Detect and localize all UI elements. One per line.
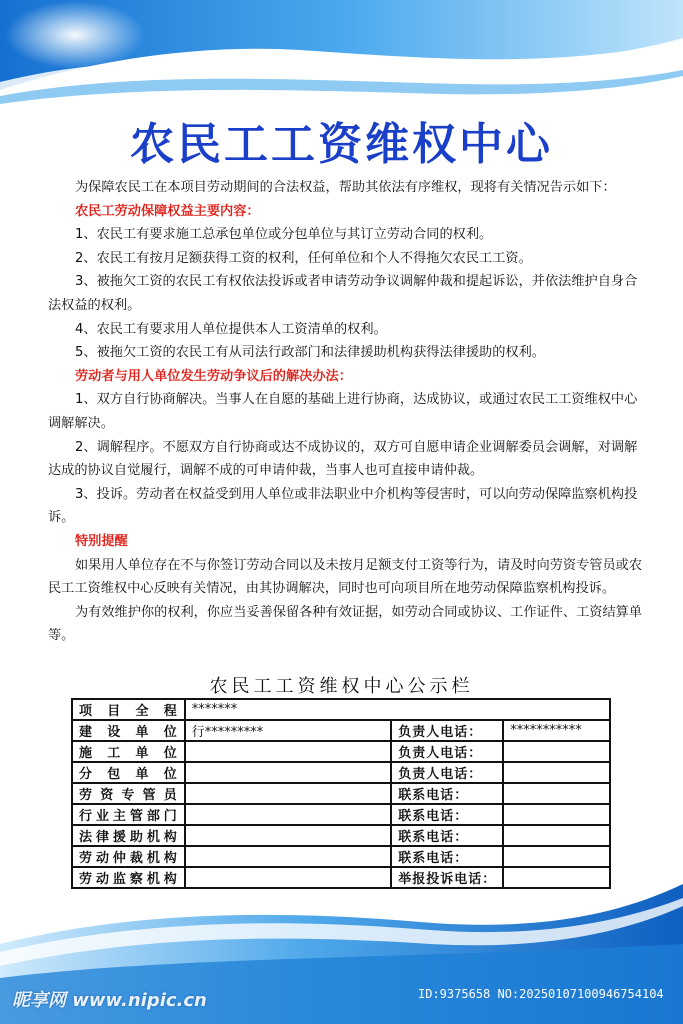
row-label-2: 联系电话： — [391, 804, 503, 825]
row-label: 行业主管部门 — [72, 804, 185, 825]
row-label: 劳动监察机构 — [72, 867, 185, 888]
rights-item: 3、被拖欠工资的农民工有权依法投诉或者申请劳动争议调解仲裁和提起诉讼，并依法维护自身合法权益的权利。 — [48, 274, 638, 313]
row-value: ******* — [185, 699, 610, 720]
row-value-2 — [503, 783, 610, 804]
row-value-2 — [503, 825, 610, 846]
row-label: 施工单位 — [72, 741, 185, 762]
table-row — [72, 804, 610, 825]
board-title: 农民工工资维权中心公示栏 — [209, 676, 474, 697]
table-row — [72, 699, 610, 720]
reminder-paragraph: 为有效维护你的权利，你应当妥善保留各种有效证据，如劳动合同或协议、工作证件、工资结算单等。 — [48, 604, 643, 644]
row-label-2: 联系电话： — [391, 846, 503, 867]
row-value-2 — [503, 741, 610, 762]
reminder-paragraph: 如果用人单位存在不与你签订劳动合同以及未按月足额支付工资等行为，请及时向劳资专管员或农民工工资维权中心反映有关情况，由其协调解决，同时也可向项目所在地劳动保障监察机构投诉。 — [48, 557, 643, 597]
row-label: 分包单位 — [72, 762, 185, 783]
row-value — [185, 783, 391, 804]
row-label-2: 负责人电话： — [391, 720, 503, 741]
row-value — [185, 846, 391, 867]
table-row — [72, 846, 610, 867]
row-label-2: 联系电话： — [391, 783, 503, 804]
dispute-item: 3、投诉。劳动者在权益受到用人单位或非法职业中介机构等侵害时，可以向劳动保障监察机构投诉。 — [48, 486, 638, 526]
top-wave-decoration — [0, 0, 683, 110]
row-label: 劳动仲裁机构 — [72, 846, 185, 867]
section-heading-rights: 农民工劳动保障权益主要内容： — [75, 203, 260, 219]
rights-item: 4、农民工有要求用人单位提供本人工资清单的权利。 — [75, 321, 387, 337]
section-heading-reminder: 特别提醒 — [75, 533, 128, 549]
row-value — [185, 762, 391, 783]
dispute-item: 2、调解程序。不愿双方自行协商或达不成协议的，双方可自愿申请企业调解委员会调解，对调解达成的协议自觉履行，调解不成的可申请仲裁，当事人也可直接申请仲裁。 — [48, 439, 638, 479]
watermark-id: ID:9375658 NO:20250107100946754104 — [418, 987, 664, 1001]
row-label: 项目全程 — [72, 699, 185, 720]
intro-paragraph: 为保障农民工在本项目劳动期间的合法权益，帮助其依法有序维权，现将有关情况告示如下： — [75, 180, 616, 195]
row-value — [185, 867, 391, 888]
notice-body — [48, 176, 648, 648]
table-row — [72, 720, 610, 741]
row-value-2 — [503, 867, 610, 888]
dispute-item: 1、双方自行协商解决。当事人在自愿的基础上进行协商，达成协议，或通过农民工工资维权中心调解解决。 — [48, 392, 638, 431]
row-value-2 — [503, 762, 610, 783]
table-row — [72, 867, 610, 888]
rights-item: 5、被拖欠工资的农民工有从司法行政部门和法律援助机构获得法律援助的权利。 — [75, 345, 545, 361]
notice-board-table — [71, 698, 611, 889]
table-row — [72, 762, 610, 783]
row-label: 建设单位 — [72, 720, 185, 741]
section-heading-disputes: 劳动者与用人单位发生劳动争议后的解决办法： — [75, 368, 352, 384]
page-title: 农民工工资维权中心 — [130, 119, 553, 170]
row-label-2: 负责人电话： — [391, 762, 503, 783]
row-value — [185, 804, 391, 825]
row-value — [185, 825, 391, 846]
row-value-2 — [503, 846, 610, 867]
row-label: 劳资专管员 — [72, 783, 185, 804]
row-value: 行********* — [185, 720, 391, 741]
watermark-site: 昵享网 www.nipic.cn — [12, 990, 207, 1011]
row-value-2 — [503, 804, 610, 825]
rights-item: 1、农民工有要求施工总承包单位或分包单位与其订立劳动合同的权利。 — [75, 227, 493, 243]
row-label-2: 联系电话： — [391, 825, 503, 846]
row-label: 法律援助机构 — [72, 825, 185, 846]
table-row — [72, 783, 610, 804]
row-label-2: 负责人电话： — [391, 741, 503, 762]
row-value — [185, 741, 391, 762]
table-row — [72, 825, 610, 846]
rights-item: 2、农民工有按月足额获得工资的权利，任何单位和个人不得拖欠农民工工资。 — [75, 250, 532, 266]
table-row — [72, 741, 610, 762]
row-value-2: *********** — [503, 720, 610, 741]
row-label-2: 举报投诉电话： — [391, 867, 503, 888]
